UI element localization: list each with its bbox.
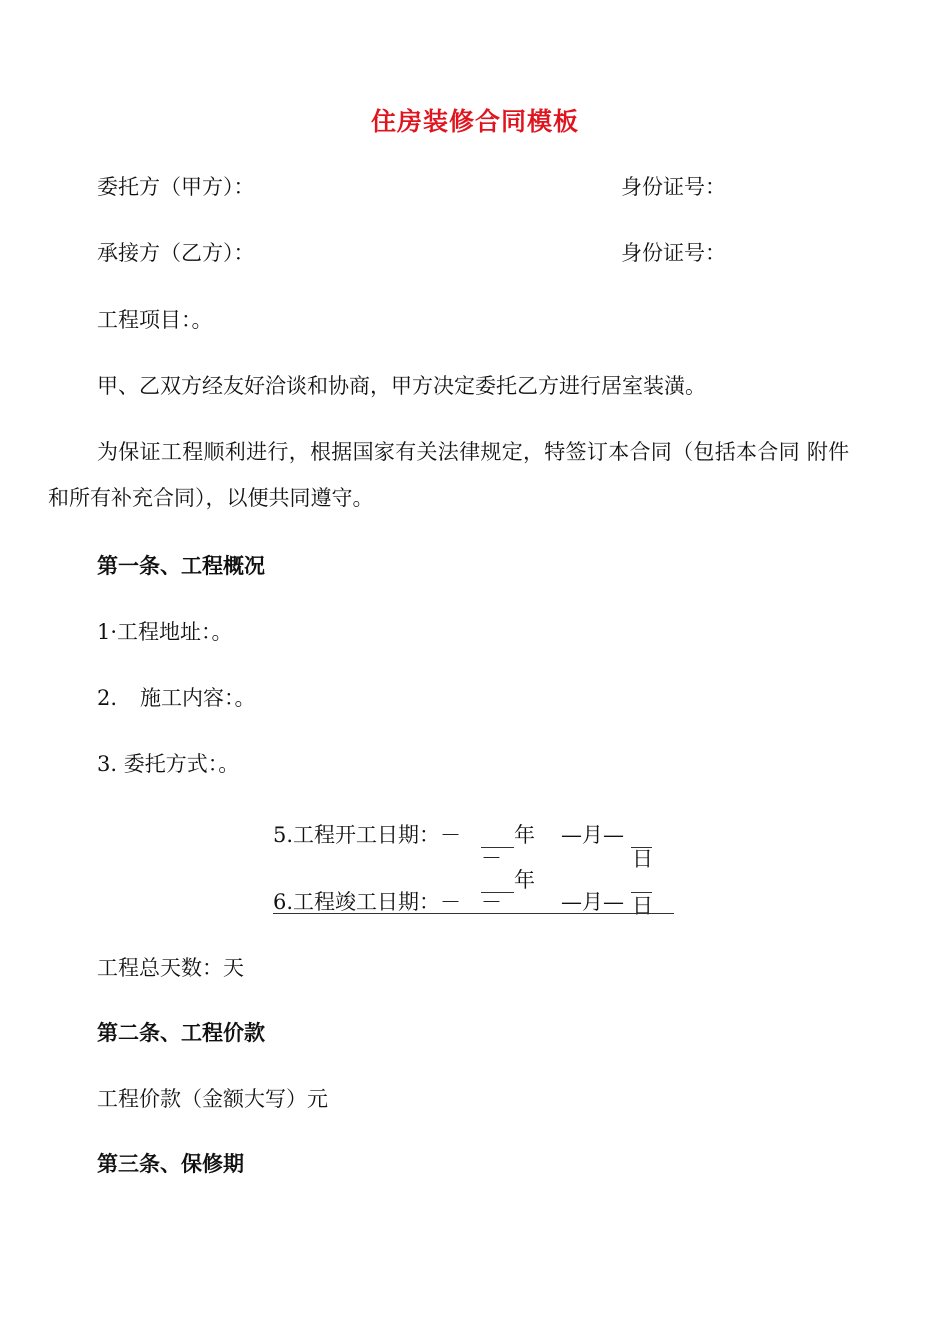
party-a-id-label: 身份证号： [621, 175, 726, 199]
party-b-label: 承接方（乙方）： [97, 241, 255, 265]
end-date-underline [273, 913, 674, 914]
item-construction-content-number: 2. [97, 686, 118, 710]
end-date-dash: － [481, 890, 502, 914]
end-day-text: 日 [632, 894, 653, 918]
item-commission-method: 3. 委托方式：。 [97, 752, 240, 776]
total-days: 工程总天数：天 [97, 956, 244, 980]
document-title: 住房装修合同模板 [370, 107, 579, 136]
start-date-label: 5.工程开工日期：－ [273, 823, 462, 847]
project-price: 工程价款（金额大写）元 [97, 1087, 328, 1111]
paragraph-purpose-line1: 为保证工程顺利进行，根据国家有关法律规定，特签订本合同（包括本合同 附件 [97, 440, 850, 464]
start-date-dash: － [481, 846, 502, 870]
start-day-text: 日 [632, 847, 653, 871]
article-2-heading: 第二条、工程价款 [97, 1021, 265, 1045]
paragraph-agreement: 甲、乙双方经友好洽谈和协商，甲方决定委托乙方进行居室装潢。 [97, 374, 706, 398]
article-1-heading: 第一条、工程概况 [97, 554, 265, 578]
start-month-text: —月— [561, 823, 624, 847]
end-year-text: 年 [514, 868, 535, 892]
start-year-text: 年 [514, 823, 535, 847]
end-month-text: —月— [561, 890, 624, 914]
end-date-label: 6.工程竣工日期：－ [273, 890, 462, 914]
article-3-heading: 第三条、保修期 [97, 1152, 244, 1176]
item-project-address: 1·工程地址：。 [97, 620, 233, 644]
paragraph-purpose-line2: 和所有补充合同），以便共同遵守。 [48, 486, 374, 510]
end-day-blank [631, 892, 652, 893]
party-b-id-label: 身份证号： [621, 241, 726, 265]
party-a-label: 委托方（甲方）： [97, 175, 255, 199]
project-label: 工程项目：。 [97, 308, 213, 332]
item-construction-content: 施工内容：。 [140, 686, 256, 710]
